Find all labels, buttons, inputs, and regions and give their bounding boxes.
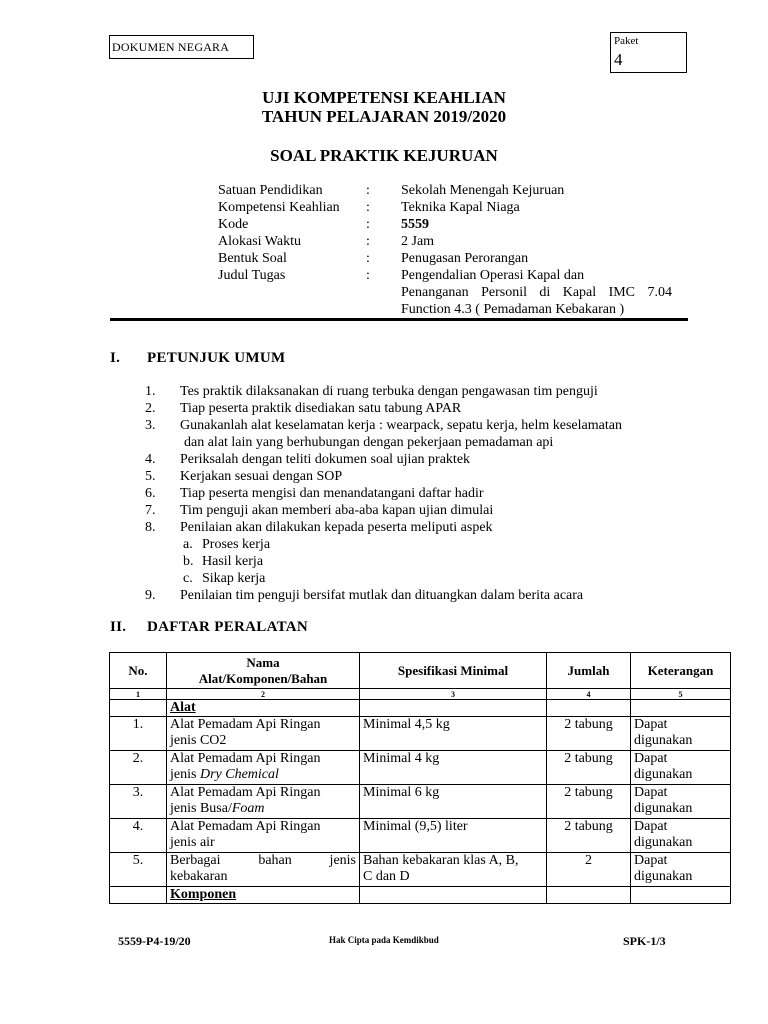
title-line-2: TAHUN PELAJARAN 2019/2020 [261, 107, 507, 126]
paket-label: Paket [614, 35, 639, 47]
info-colon: : [366, 183, 370, 198]
info-value: Pengendalian Operasi Kapal dan [401, 268, 585, 283]
list-item: 8. Penilaian akan dilakukan kepada peserta meliputi aspek [145, 520, 493, 535]
footer-page: SPK-1/3 [623, 934, 666, 948]
list-item: 2. Tiap peserta praktik disediakan satu tabung APAR [145, 401, 462, 416]
list-item: 1. Tes praktik dilaksanakan di ruang terbuka dengan pengawasan tim penguji [145, 384, 598, 399]
info-colon: : [366, 251, 370, 266]
footer-copyright: Hak Cipta pada Kemdikbud [329, 935, 439, 945]
info-value-kode: 5559 [401, 217, 429, 232]
paket-number: 4 [614, 50, 623, 69]
group-label: Alat [167, 700, 360, 717]
sub-list-item: a. Proses kerja [183, 537, 271, 552]
list-item: 3. Gunakanlah alat keselamatan kerja : wearpack, sepatu kerja, helm keselamatan [145, 418, 622, 433]
table-row: 2. Alat Pemadam Api Ringan jenis Dry Chemical Minimal 4 kg 2 tabung Dapat digunakan [110, 751, 731, 785]
info-value: 2 Jam [401, 234, 435, 249]
document-classification-box [109, 35, 254, 59]
list-item-continued: dan alat lain yang berhubungan dengan pekerjaan pemadaman api [184, 435, 554, 450]
group-label: Komponen [167, 887, 360, 904]
info-label: Judul Tugas [218, 268, 286, 283]
judul-tugas-line-3: Function 4.3 ( Pemadaman Kebakaran ) [401, 302, 625, 317]
title-line-1: UJI KOMPETENSI KEAHLIAN [262, 88, 506, 107]
info-value: Sekolah Menengah Kejuruan [401, 183, 565, 198]
table-group-row-alat [110, 700, 731, 717]
list-item: 4. Periksalah dengan teliti dokumen soal ujian praktek [145, 452, 471, 467]
list-item: 5. Kerjakan sesuai dengan SOP [145, 469, 343, 484]
section-title: PETUNJUK UMUM [147, 350, 286, 366]
table-row: 3. Alat Pemadam Api Ringan jenis Busa/Foam Minimal 6 kg 2 tabung Dapat digunakan [110, 785, 731, 819]
info-label: Bentuk Soal [218, 251, 287, 266]
doc-label: DOKUMEN NEGARA [112, 40, 230, 54]
sub-list-item: b. Hasil kerja [183, 554, 264, 569]
table-group-row-komponen [110, 887, 731, 904]
info-colon: : [366, 268, 370, 283]
header-keterangan: Keterangan [631, 653, 731, 689]
info-colon: : [366, 200, 370, 215]
list-item: 6. Tiap peserta mengisi dan menandatangani daftar hadir [145, 486, 484, 501]
header-jumlah: Jumlah [547, 653, 631, 689]
section-number: I. [110, 350, 121, 366]
info-label: Satuan Pendidikan [218, 183, 323, 198]
header-no: No. [110, 653, 167, 689]
horizontal-rule [110, 318, 688, 321]
info-label: Kode [218, 217, 249, 232]
header-spesifikasi: Spesifikasi Minimal [360, 653, 547, 689]
instruction-list [110, 383, 710, 604]
equipment-table [109, 652, 731, 904]
sub-list-item: c. Sikap kerja [183, 571, 266, 586]
paket-box [610, 32, 687, 73]
info-colon: : [366, 217, 370, 232]
table-index-row: 1 2 3 4 5 [110, 689, 731, 700]
info-value: Penugasan Perorangan [401, 251, 529, 266]
table-row: 1. Alat Pemadam Api Ringan jenis CO2 Minimal 4,5 kg 2 tabung Dapat digunakan [110, 717, 731, 751]
section-number: II. [110, 619, 127, 635]
info-colon: : [366, 234, 370, 249]
list-item: 9. Penilaian tim penguji bersifat mutlak dan dituangkan dalam berita acara [145, 588, 584, 603]
info-label: Kompetensi Keahlian [218, 200, 340, 215]
judul-tugas-line-2: Penanganan Personil di Kapal IMC 7.04 [401, 285, 672, 300]
info-value: Teknika Kapal Niaga [401, 200, 520, 215]
title-line-3: SOAL PRAKTIK KEJURUAN [270, 146, 498, 165]
info-label: Alokasi Waktu [218, 234, 301, 249]
table-row: 5. Berbagai bahan jenis kebakaran Bahan kebakaran klas A, B, C dan D 2 Dapat digunakan [110, 853, 731, 887]
table-row: 4. Alat Pemadam Api Ringan jenis air Minimal (9,5) liter 2 tabung Dapat digunakan [110, 819, 731, 853]
list-item: 7. Tim penguji akan memberi aba-aba kapan ujian dimulai [145, 503, 494, 518]
footer-code: 5559-P4-19/20 [118, 934, 191, 948]
section-title: DAFTAR PERALATAN [147, 619, 309, 635]
header-nama: Nama Alat/Komponen/Bahan [167, 653, 360, 689]
table-header-row [110, 653, 731, 689]
